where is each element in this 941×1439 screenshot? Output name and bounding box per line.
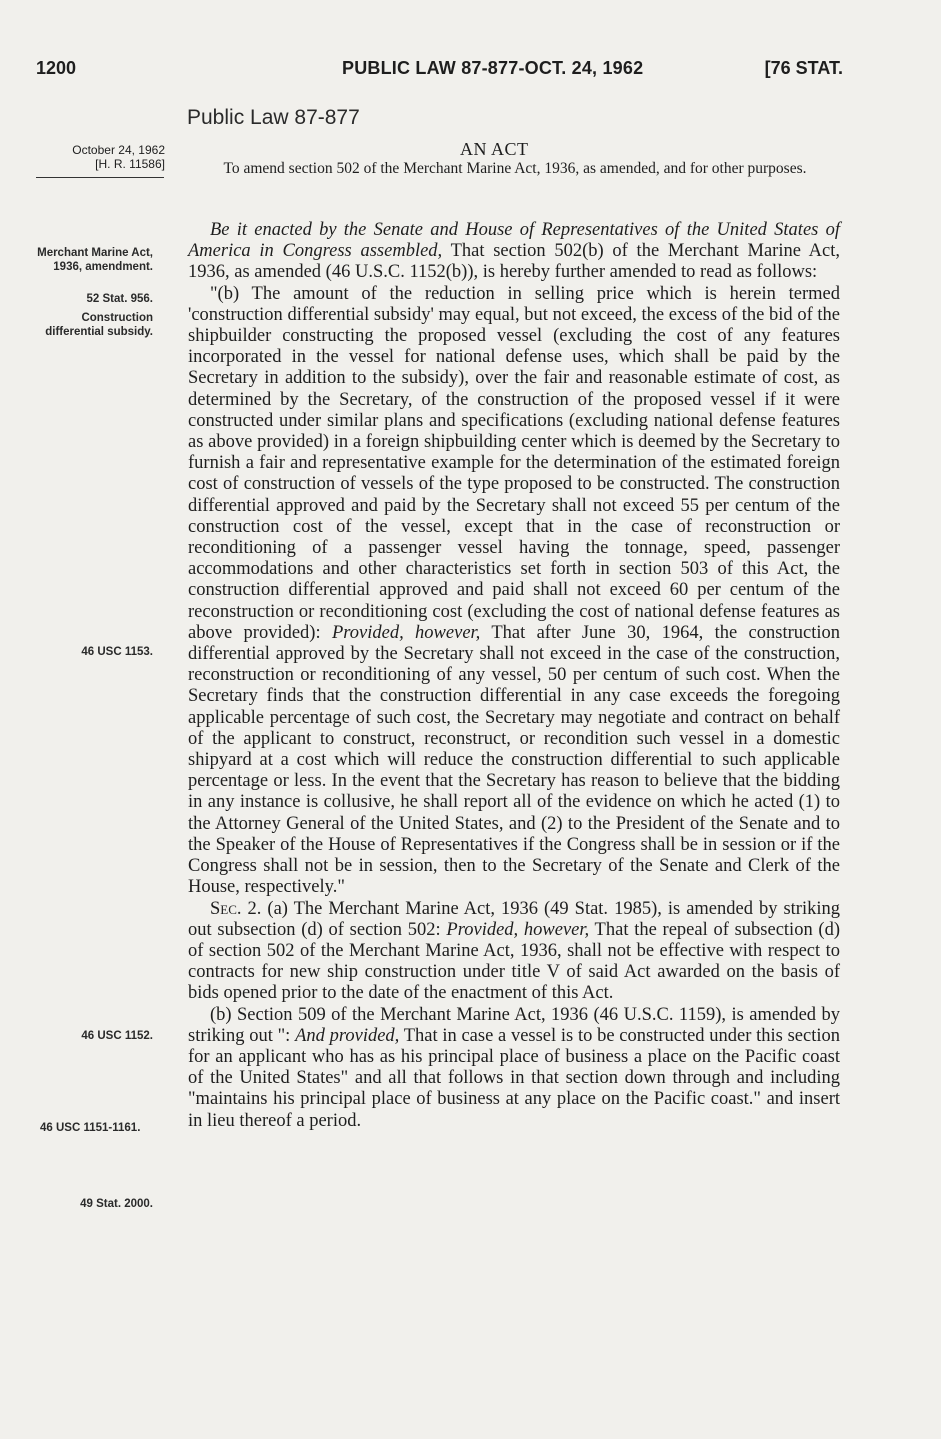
section-label: Sec. 2. xyxy=(210,898,262,919)
margin-note-49-stat-2000: 49 Stat. 2000. xyxy=(80,1198,153,1210)
margin-note-46-usc-1152: 46 USC 1152. xyxy=(81,1030,153,1042)
bill-number: [H. R. 11586] xyxy=(95,157,165,171)
section-2b: (b) Section 509 of the Merchant Marine Act, 1936 (46 U.S.C. 1159), is amended by striking out ": And provided, That in case a vessel is to be constructed under this section for an applicant who has as his principal place of business a place on the Pacific coast of the United States" and all that follows in that section down through and including "maintains his principal place of business at any place on the Pacific coast." and insert in lieu thereof a period. xyxy=(188,1004,840,1131)
act-purpose: To amend section 502 of the Merchant Marine Act, 1936, as amended, and for other purposes. xyxy=(223,160,807,177)
date-block xyxy=(40,143,165,171)
provided-proviso: Provided, however, xyxy=(331,622,481,643)
running-title: PUBLIC LAW 87-877-OCT. 24, 1962 xyxy=(342,58,644,78)
enacting-formula: Be it enacted by the Senate and House of Representatives of the United States of America in Congress assembled, xyxy=(188,220,840,262)
enactment-date: October 24, 1962 xyxy=(72,143,165,157)
margin-note-46-usc-1153: 46 USC 1153. xyxy=(81,646,153,658)
law-title: Public Law 87-877 xyxy=(187,106,360,129)
act-body xyxy=(188,220,840,1132)
and-provided-proviso: And provided, xyxy=(295,1025,400,1046)
enacting-clause: Be it enacted by the Senate and House of Representatives of the United States of America in Congress assembled, That section 502(b) of the Merchant Marine Act, 1936, as amended (46 U.S.C. 1152(b)), is hereby further amended to read as follows: xyxy=(188,220,840,283)
margin-note-construction-subsidy: Construction differential subsidy. xyxy=(45,312,153,338)
act-heading: AN ACT xyxy=(460,139,529,159)
date-divider xyxy=(36,177,164,178)
margin-note-stat-956: 52 Stat. 956. xyxy=(86,293,153,305)
page-header xyxy=(36,58,843,84)
page-number: 1200 xyxy=(36,58,77,78)
section-2a: Sec. 2. (a) The Merchant Marine Act, 1936 (49 Stat. 1985), is amended by striking out subsection (d) of section 502: Provided, however, That the repeal of subsection (d) of section 502 of the Merchant Marine Act, 1936, shall not be effective with respect to contracts for new ship construction under title V of said Act awarded on the basis of bids opened prior to the date of the enactment of this Act. xyxy=(188,898,840,1004)
subsection-b: "(b) The amount of the reduction in selling price which is herein termed 'construction differential subsidy' may equal, but not exceed, the excess of the bid of the shipbuilder constructing the proposed vessel (excluding the cost of any features incorporated in the vessel for national defense uses, which shall be paid by the Secretary in addition to the subsidy), over the fair and reasonable estimate of cost, as determined by the Secretary, of the construction of the proposed vessel if it were constructed under similar plans and specifications (excluding national defense features as above provided) in a foreign shipbuilding center which is deemed by the Secretary to furnish a fair and representative example for the determination of the estimated foreign cost of construction of vessels of the type proposed to be constructed. The construction differential approved and paid by the Secretary shall not exceed 55 per centum of the construction cost of the vessel, except that in the case of reconstruction or reconditioning of a passenger vessel having the tonnage, speed, passenger accommodations and other characteristics set forth in section 503 of this Act, the construction differential approved and paid shall not exceed 60 per centum of the reconstruction or reconditioning cost (excluding the cost of national defense features as above provided): Provided, however, That after June 30, 1964, the construction differential approved by the Secretary shall not exceed in the case of the construction, reconstruction or reconditioning of any vessel, 50 per centum of such cost. When the Secretary finds that the construction differential in any case exceeds the foregoing applicable percentage of such cost, the Secretary may negotiate and contract on behalf of the applicant to construct, reconstruct, or recondition such vessel in a domestic shipyard at a cost which will reduce the construction differential to such applicable percentage or less. In the event that the Secretary has reason to believe that the bidding in any instance is collusive, he shall report all of the evidence on which he acted (1) to the Attorney General of the United States, and (2) to the President of the Senate and to the Speaker of the House of Representatives if the Congress shall be in session or if the Congress shall not be in session, then to the Secretary of the Senate and Clerk of the House, respectively." xyxy=(188,283,840,898)
margin-note-merchant-marine: Merchant Marine Act, 1936, amendment. xyxy=(37,247,153,273)
margin-note-46-usc-1151: 46 USC 1151-1161. xyxy=(40,1122,141,1134)
provided-proviso: Provided, however, xyxy=(446,919,590,940)
volume-reference: [76 STAT. xyxy=(764,58,843,78)
